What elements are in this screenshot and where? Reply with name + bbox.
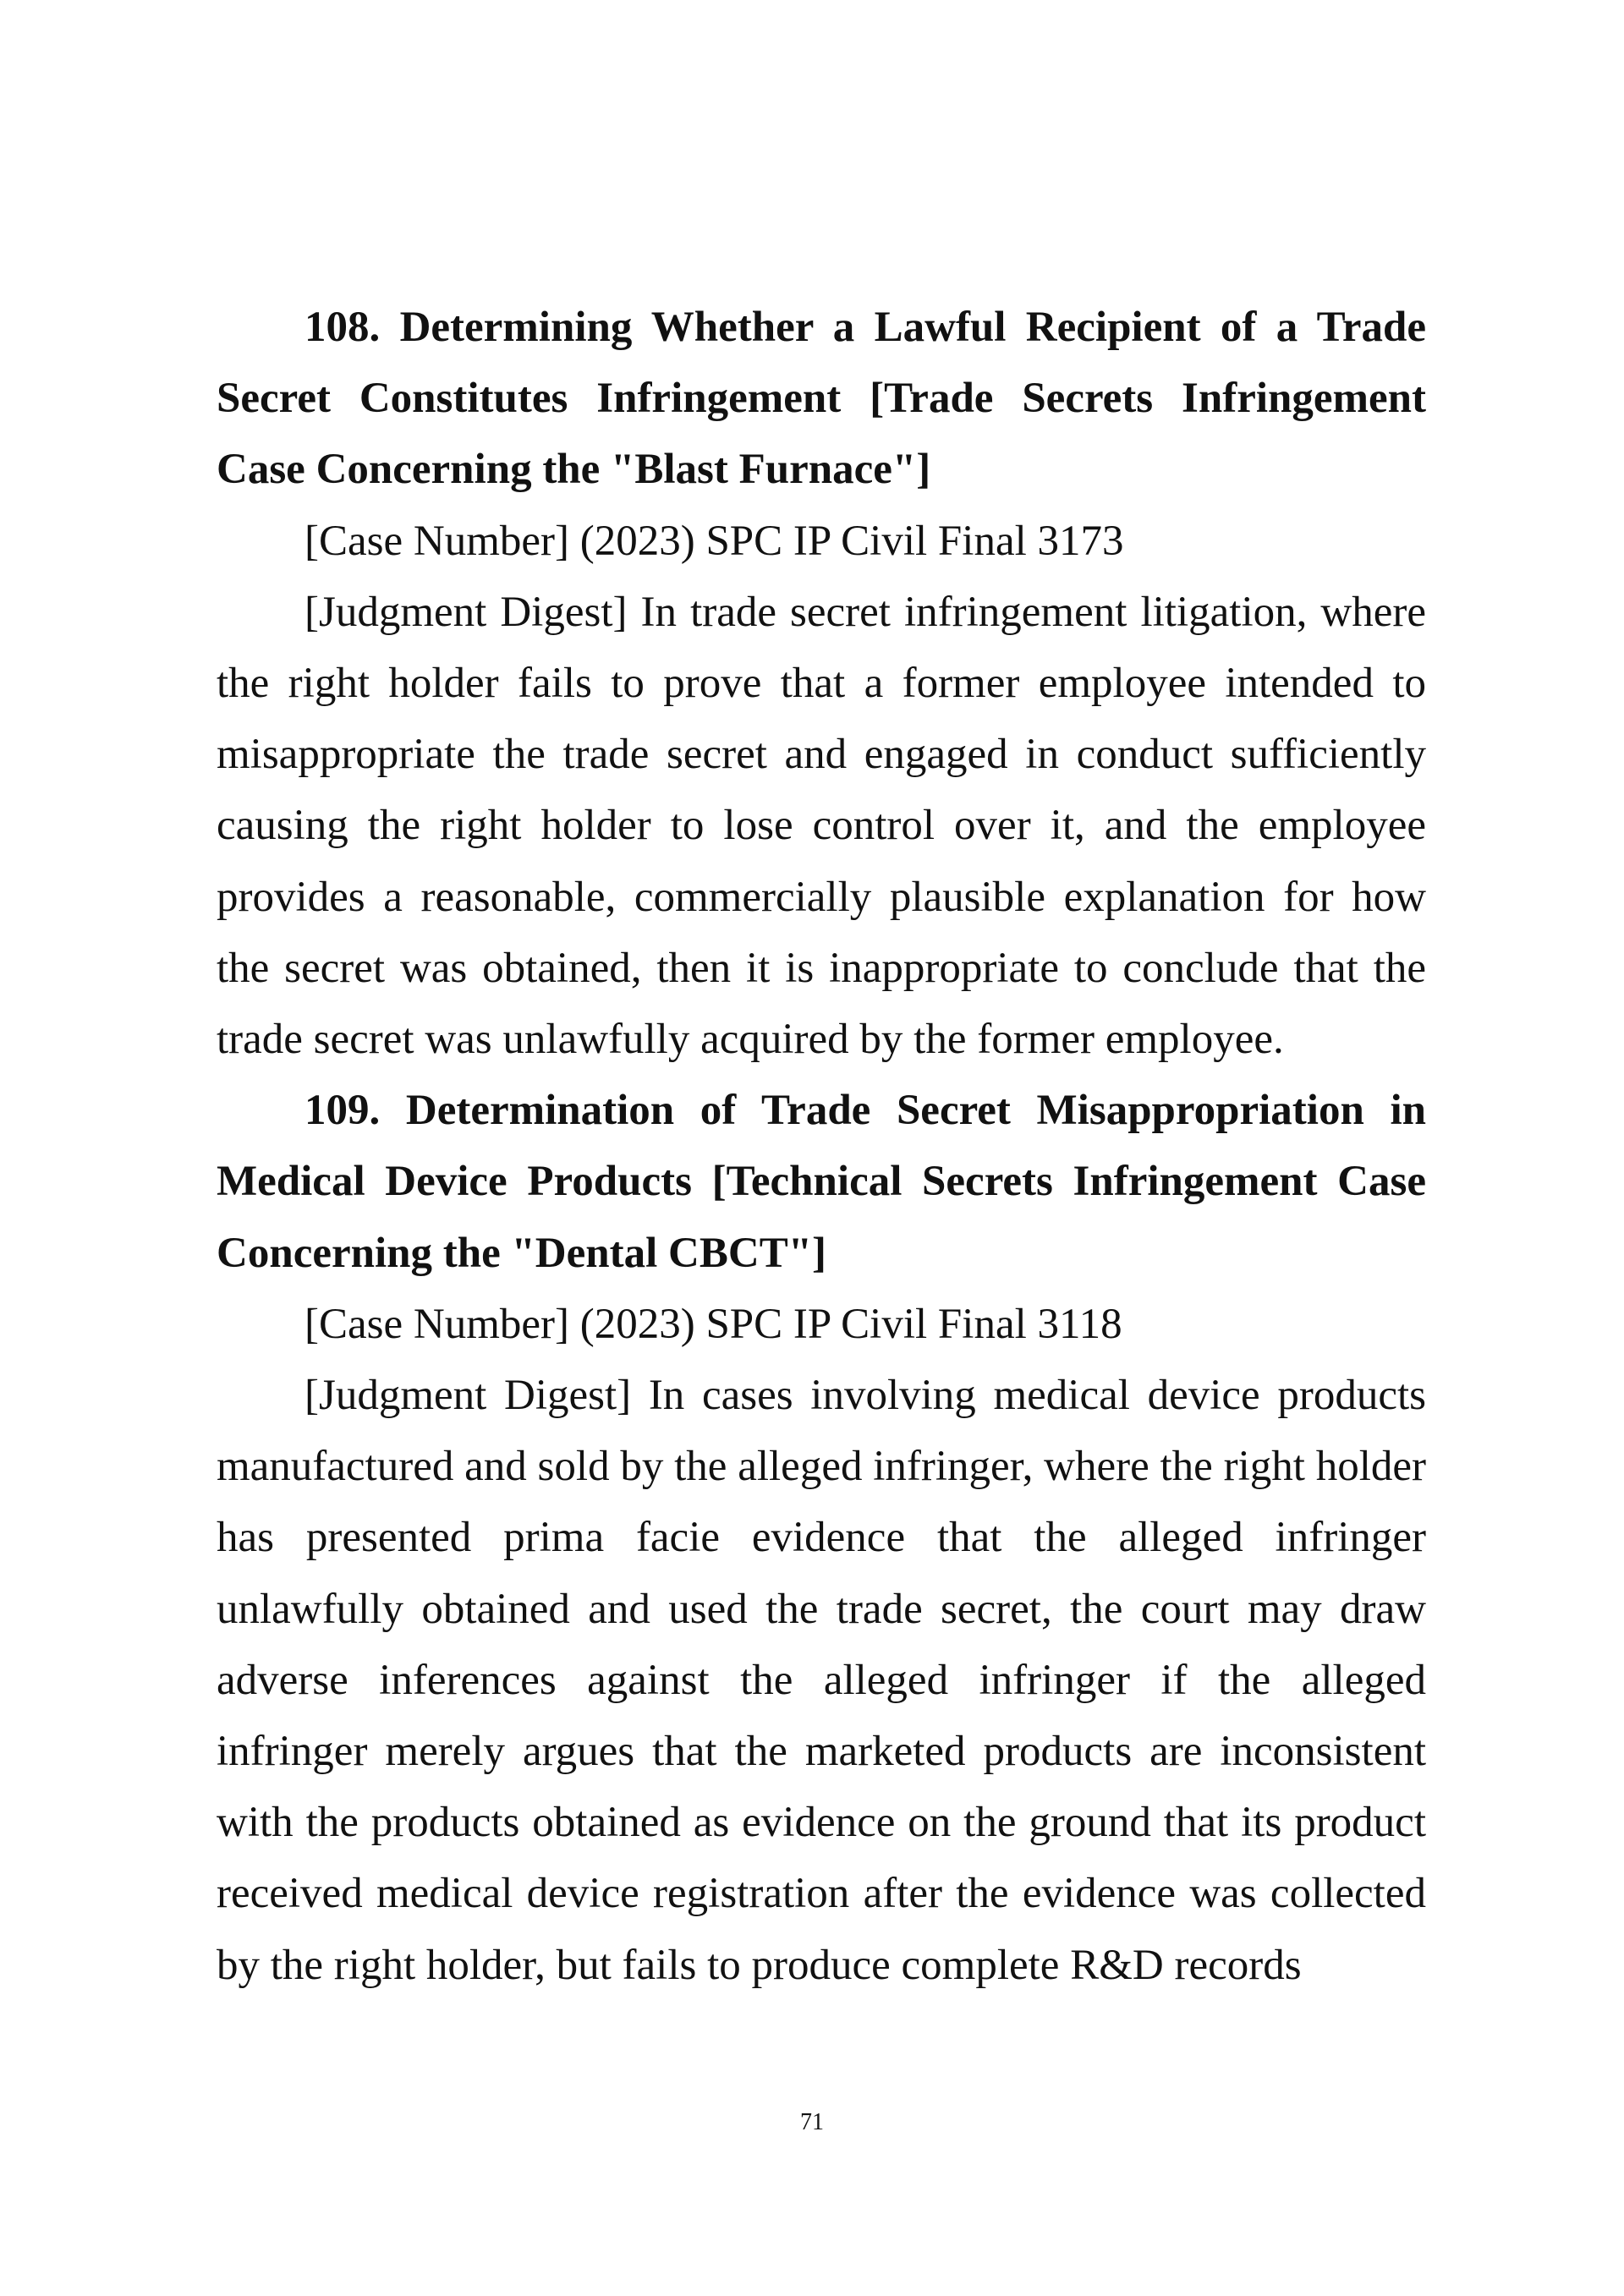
section-108-case-number: [Case Number] (2023) SPC IP Civil Final 3173 <box>304 517 1124 565</box>
section-109-heading: 109. Determination of Trade Secret Misappropriation in Medical Device Products [Technical Secrets Infringement Case Concerning the "Dental CBCT"] <box>217 1087 1426 1277</box>
section-108-heading: 108. Determining Whether a Lawful Recipient of a Trade Secret Constitutes Infringement [Trade Secrets Infringement Case Concerning the "Blast Furnace"] <box>217 304 1426 494</box>
page-number: 71 <box>800 2109 824 2135</box>
page-content <box>217 292 1426 2001</box>
section-109-case-number: [Case Number] (2023) SPC IP Civil Final 3118 <box>304 1300 1122 1348</box>
section-108-digest: [Judgment Digest] In trade secret infringement litigation, where the right holder fails to prove that a former employee intended to misappropriate the trade secret and engaged in conduct sufficiently causing the right holder to lose control over it, and the employee provides a reasonable, commercially plausible explanation for how the secret was obtained, then it is inappropriate to conclude that the trade secret was unlawfully acquired by the former employee. <box>217 588 1426 1064</box>
section-109-digest: [Judgment Digest] In cases involving medical device products manufactured and sold by the alleged infringer, where the right holder has presented prima facie evidence that the alleged infringer unlawfully obtained and used the trade secret, the court may draw adverse inferences against the alleged infringer if the alleged infringer merely argues that the marketed products are inconsistent with the products obtained as evidence on the ground that its product received medical device registration after the evidence was collected by the right holder, but fails to produce complete R&D records <box>217 1372 1426 1989</box>
